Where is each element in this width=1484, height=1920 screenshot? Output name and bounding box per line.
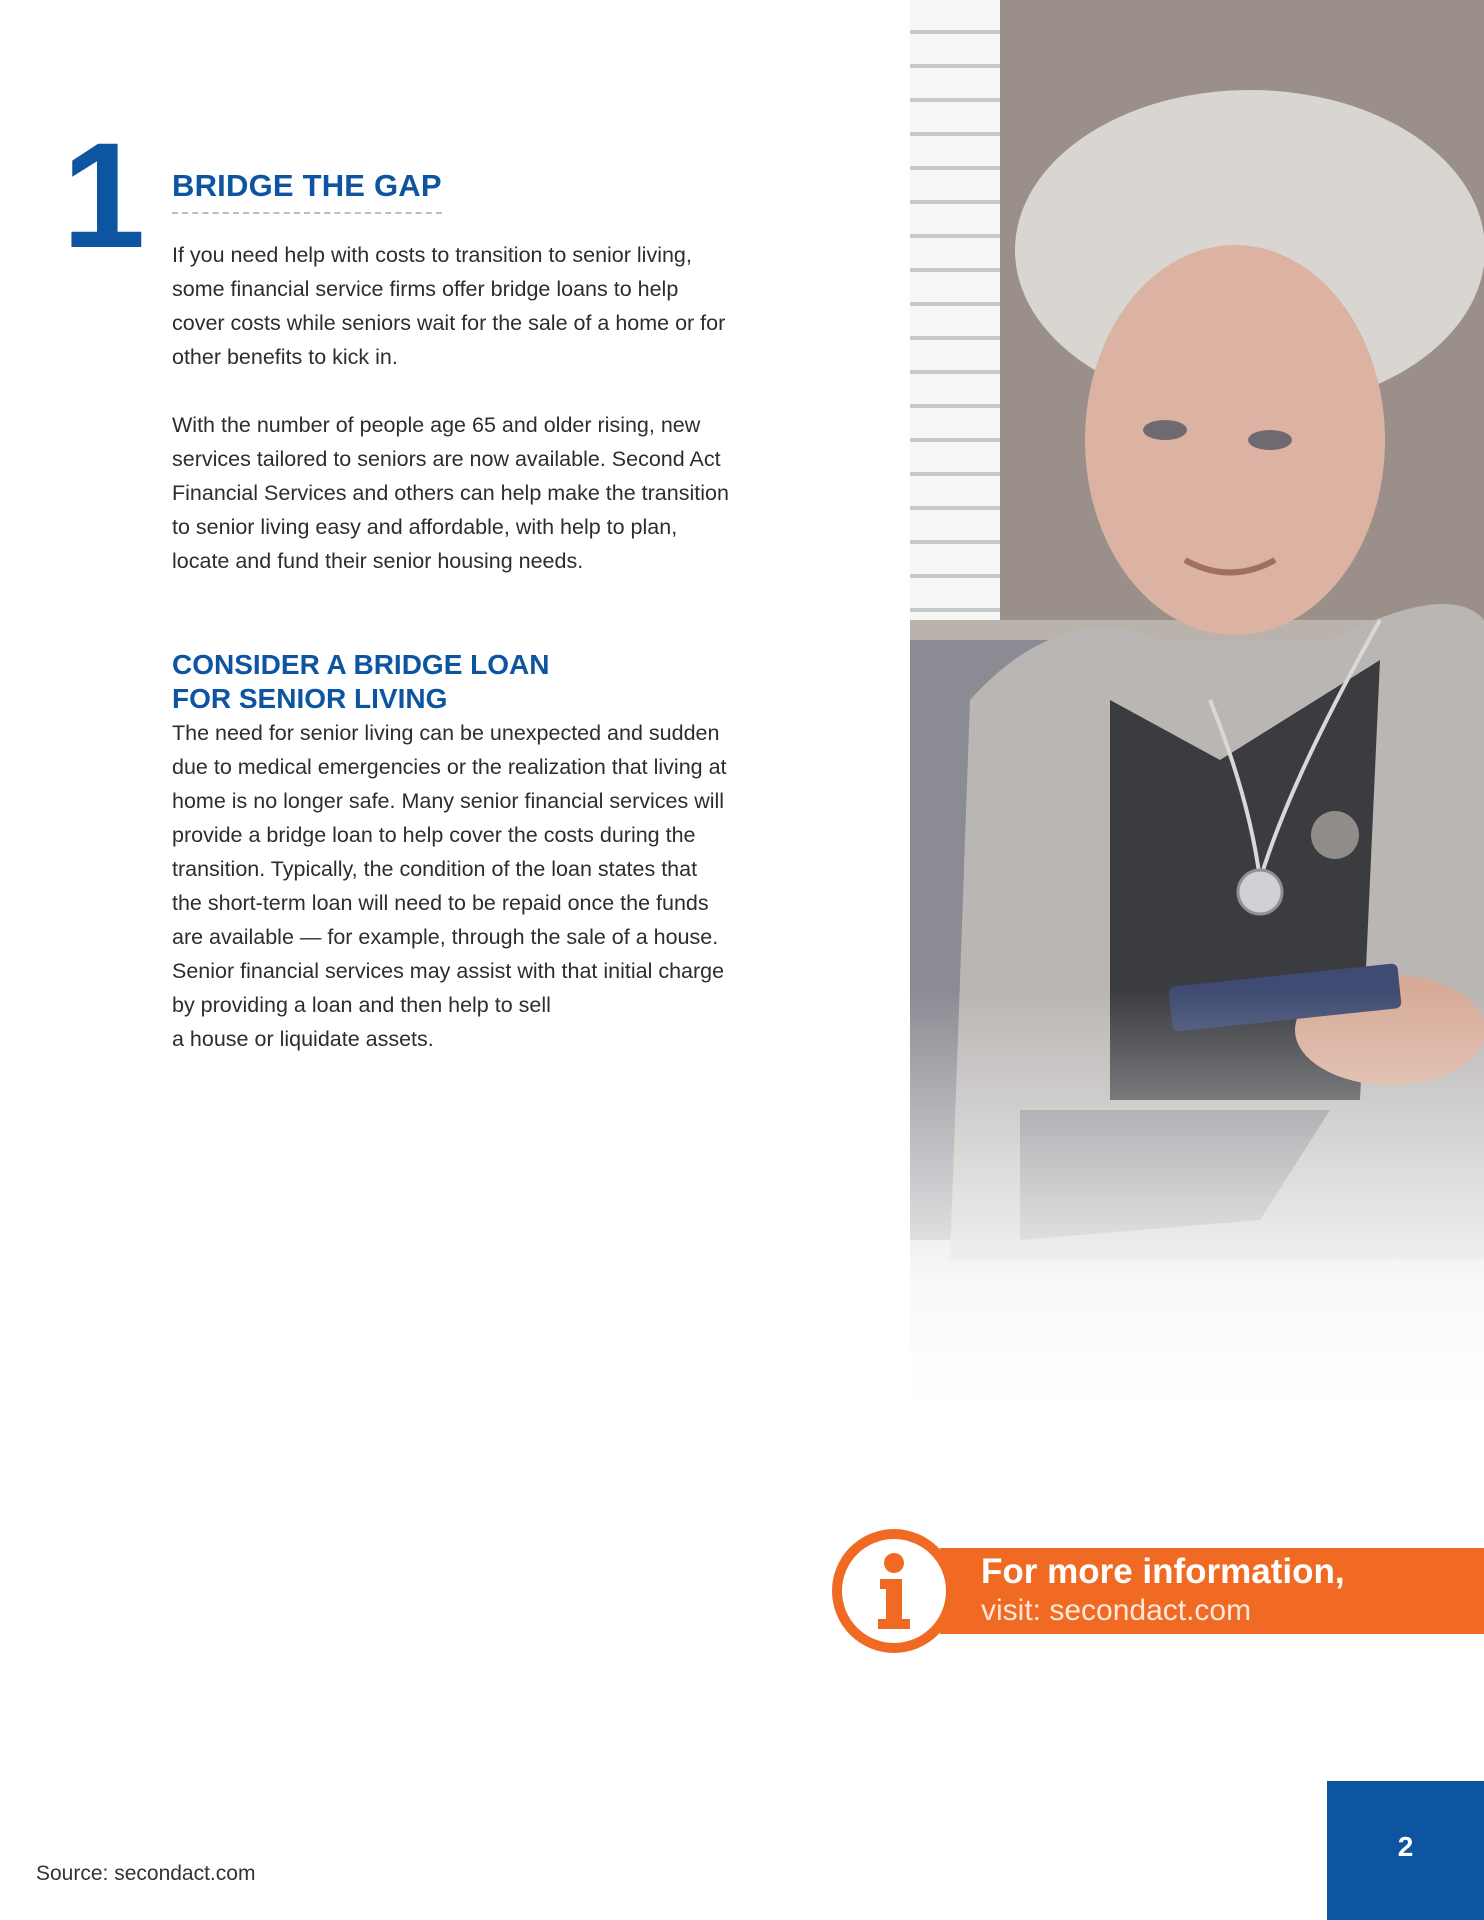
intro-paragraph: If you need help with costs to transition to senior living, some financial service firms offer bridge loans to help cover costs while seniors wait for the sale of a home or for other benefits to kick in. (172, 243, 726, 369)
page-number: 2 (1397, 1831, 1414, 1862)
section-number: 1 (62, 111, 140, 279)
second-paragraph: With the number of people age 65 and older rising, new services tailored to seniors are now available. Second Act Financial Services and others can help make the transition to senior living easy and affordable, with help to plan, locate and fund their senior housing needs. (172, 413, 729, 573)
info-link[interactable]: visit: secondact.com (981, 1594, 1252, 1627)
subsection-title: CONSIDER A BRIDGE LOAN FOR SENIOR LIVING (172, 649, 550, 714)
senior-woman-photo (910, 0, 1484, 1410)
subsection-body: The need for senior living can be unexpected and sudden due to medical emergencies or the realization that living at home is no longer safe. Many senior financial services will provide a bridge loan to help cover the costs during the transition. Typically, the condition of the loan states that the short-term loan will need to be repaid once the funds are available — for example, through the sale of a house. Senior financial services may assist with that initial charge by providing a loan and then help to sell a house or liquidate assets. (172, 721, 727, 1051)
section-title: BRIDGE THE GAP (172, 168, 442, 214)
info-icon (830, 1527, 958, 1655)
page-number-box (1327, 1781, 1484, 1920)
info-title: For more information, (981, 1552, 1345, 1591)
main-content (172, 168, 842, 1056)
photo-fade (910, 990, 1484, 1410)
source-note: Source: secondact.com (36, 1862, 256, 1885)
